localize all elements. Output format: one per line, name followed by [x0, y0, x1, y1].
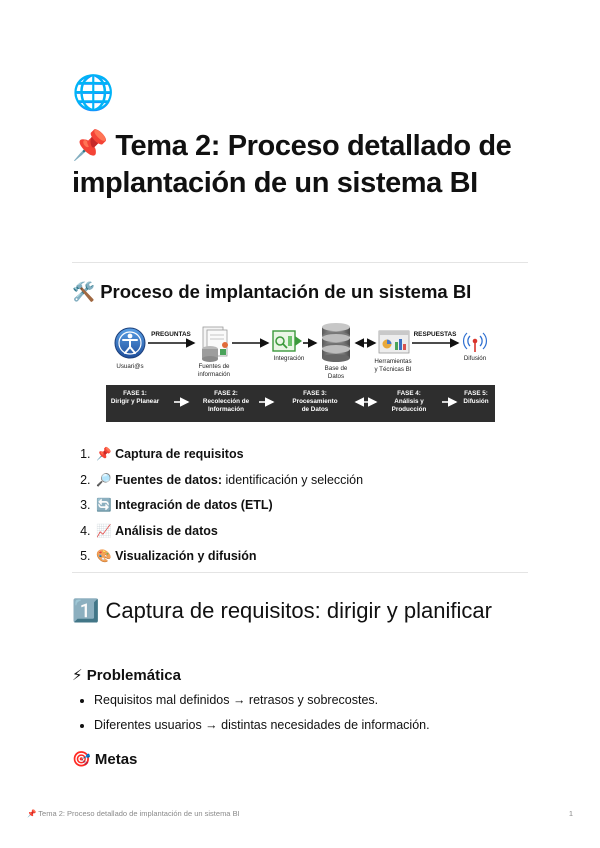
tools-window-icon	[379, 331, 409, 353]
problematica-list	[72, 690, 430, 740]
divider	[72, 572, 528, 573]
list-item	[94, 495, 363, 521]
bi-process-diagram	[106, 321, 495, 422]
list-item	[94, 444, 363, 470]
node-usuario-label: Usuari@s	[116, 363, 144, 370]
phase2-desc-2: Información	[207, 406, 245, 413]
footer-title: 📌 Tema 2: Proceso detallado de implantación de un sistema BI	[27, 809, 240, 818]
label-preguntas: PREGUNTAS	[151, 331, 191, 338]
list-item-bold: Análisis de datos	[115, 523, 218, 538]
list-item-bold: Visualización y difusión	[115, 549, 257, 563]
refresh-icon: 🔄	[96, 498, 112, 512]
process-steps-list	[72, 444, 363, 572]
pin-icon: 📌	[72, 130, 108, 162]
phase1-desc: Dirigir y Planear	[110, 398, 160, 405]
page-title-text: Tema 2: Proceso detallado de implantación de un sistema BI	[72, 130, 512, 199]
page-number: 1	[568, 809, 573, 818]
node-base-label-2: Datos	[327, 373, 345, 380]
chart-icon: 📈	[96, 523, 112, 538]
phase2-title: FASE 2:	[214, 390, 238, 397]
subheading-metas	[72, 750, 137, 768]
list-item-bold: Fuentes de datos:	[115, 472, 223, 487]
list-item	[94, 470, 363, 496]
phase5-desc: Difusión	[463, 398, 489, 405]
list-item-text: identificación y selección	[222, 472, 364, 487]
user-icon	[115, 328, 145, 358]
documents-database-icon	[202, 327, 228, 362]
subheading-text: Metas	[94, 751, 138, 768]
node-fuentes-label-1: Fuentes de	[198, 363, 230, 370]
tools-icon: 🛠️	[72, 281, 96, 302]
palette-icon: 🎨	[96, 549, 112, 563]
database-icon	[322, 323, 350, 362]
list-item-bold: Integración de datos (ETL)	[115, 498, 273, 512]
list-item: • Requisitos mal definidos → retrasos y sobrecostes.	[94, 690, 430, 715]
node-herramientas-label-1: Herramientas	[374, 358, 412, 365]
broadcast-icon	[464, 333, 487, 352]
node-base-label-1: Base de	[324, 365, 348, 372]
target-icon: 🎯	[72, 751, 91, 768]
lightning-icon: ⚡	[72, 667, 83, 684]
list-item: • Diferentes usuarios → distintas necesidades de información.	[94, 715, 430, 740]
globe-icon: 🌐	[72, 74, 115, 112]
phase3-desc-2: de Datos	[301, 406, 329, 413]
phase3-title: FASE 3:	[303, 390, 327, 397]
section-heading-text: Proceso de implantación de un sistema BI	[100, 281, 472, 302]
node-herramientas-label-2: y Técnicas BI	[374, 366, 412, 373]
node-difusion-label: Difusión	[463, 355, 487, 362]
list-item-bold: Captura de requisitos	[115, 447, 244, 461]
divider	[72, 262, 528, 263]
phase5-title: FASE 5:	[464, 390, 488, 397]
phase3-desc-1: Procesamiento	[292, 398, 338, 405]
section-heading-text: Captura de requisitos: dirigir y planificar	[105, 598, 492, 623]
page-title	[72, 128, 542, 202]
phase1-title: FASE 1:	[123, 390, 147, 397]
integration-icon	[273, 331, 302, 351]
node-fuentes-label-2: información	[198, 371, 230, 378]
section-heading-proceso	[72, 280, 471, 304]
subheading-text: Problemática	[86, 667, 181, 684]
phase4-desc-2: Producción	[391, 406, 427, 413]
phase2-desc-1: Recolección de	[202, 398, 250, 405]
phase4-title: FASE 4:	[397, 390, 421, 397]
subheading-problematica	[72, 666, 181, 684]
keycap-one-icon: 1️⃣	[72, 598, 100, 623]
list-item	[94, 521, 363, 547]
pin-icon: 📌	[96, 447, 112, 461]
list-item	[94, 546, 363, 572]
label-respuestas: RESPUESTAS	[413, 331, 457, 338]
section-heading-captura	[72, 596, 512, 625]
node-integracion-label: Integración	[273, 355, 305, 362]
magnifier-icon: 🔎	[96, 472, 112, 487]
phase4-desc-1: Análisis y	[394, 398, 424, 405]
